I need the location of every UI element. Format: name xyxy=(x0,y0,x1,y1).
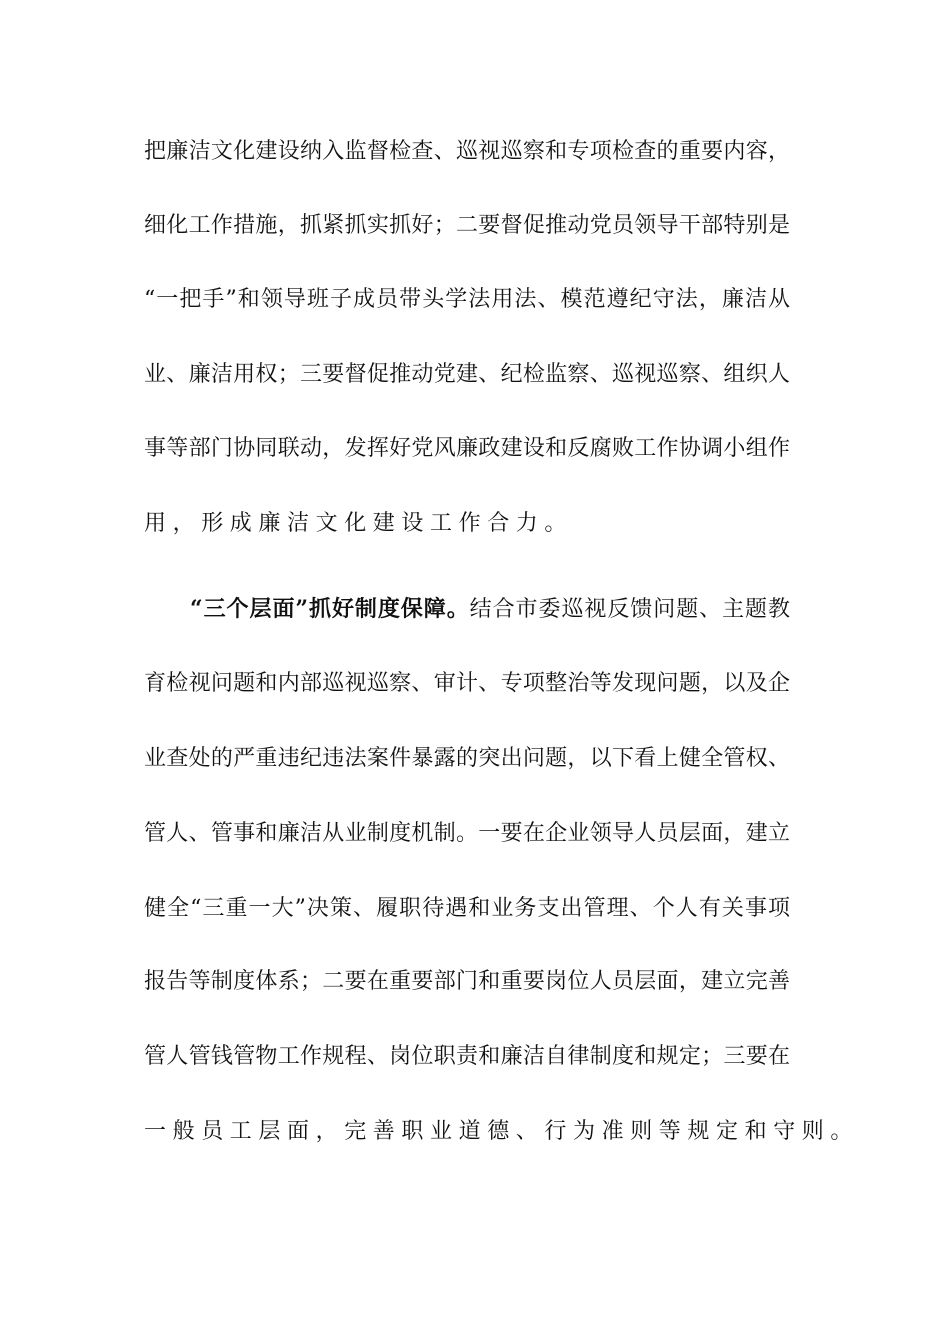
paragraph-1-line-6: 用，形成廉洁文化建设工作合力。 xyxy=(144,511,574,536)
paragraph-1-line-1: 把廉洁文化建设纳入监督检查、巡视巡察和专项检查的重要内容， xyxy=(144,139,790,164)
paragraph-2-line-1-text: 结合市委巡视反馈问题、主题教 xyxy=(469,597,790,622)
paragraph-2-heading: “三个层面”抓好制度保障。 xyxy=(190,596,470,622)
paragraph-2-line-2: 育检视问题和内部巡视巡察、审计、专项整治等发现问题，以及企 xyxy=(144,671,790,696)
paragraph-1-line-4: 业、廉洁用权；三要督促推动党建、纪检监察、巡视巡察、组织人 xyxy=(144,362,790,387)
paragraph-2-line-6: 报告等制度体系；二要在重要部门和重要岗位人员层面，建立完善 xyxy=(144,969,790,994)
paragraph-1-line-5: 事等部门协同联动，发挥好党风廉政建设和反腐败工作协调小组作 xyxy=(144,436,790,461)
paragraph-1-line-3: “一把手”和领导班子成员带头学法用法、模范遵纪守法，廉洁从 xyxy=(144,287,790,312)
paragraph-2-line-7: 管人管钱管物工作规程、岗位职责和廉洁自律制度和规定；三要在 xyxy=(144,1044,790,1069)
paragraph-2-line-4: 管人、管事和廉洁从业制度机制。一要在企业领导人员层面，建立 xyxy=(144,821,790,846)
paragraph-1-line-2: 细化工作措施，抓紧抓实抓好；二要督促推动党员领导干部特别是 xyxy=(144,213,790,238)
paragraph-2-line-8: 一般员工层面，完善职业道德、行为准则等规定和守则。 xyxy=(144,1119,860,1144)
paragraph-2-line-3: 业查处的严重违纪违法案件暴露的突出问题，以下看上健全管权、 xyxy=(144,746,790,771)
paragraph-2-line-5: 健全“三重一大”决策、履职待遇和业务支出管理、个人有关事项 xyxy=(144,896,790,921)
paragraph-2-line-1 xyxy=(190,589,790,629)
